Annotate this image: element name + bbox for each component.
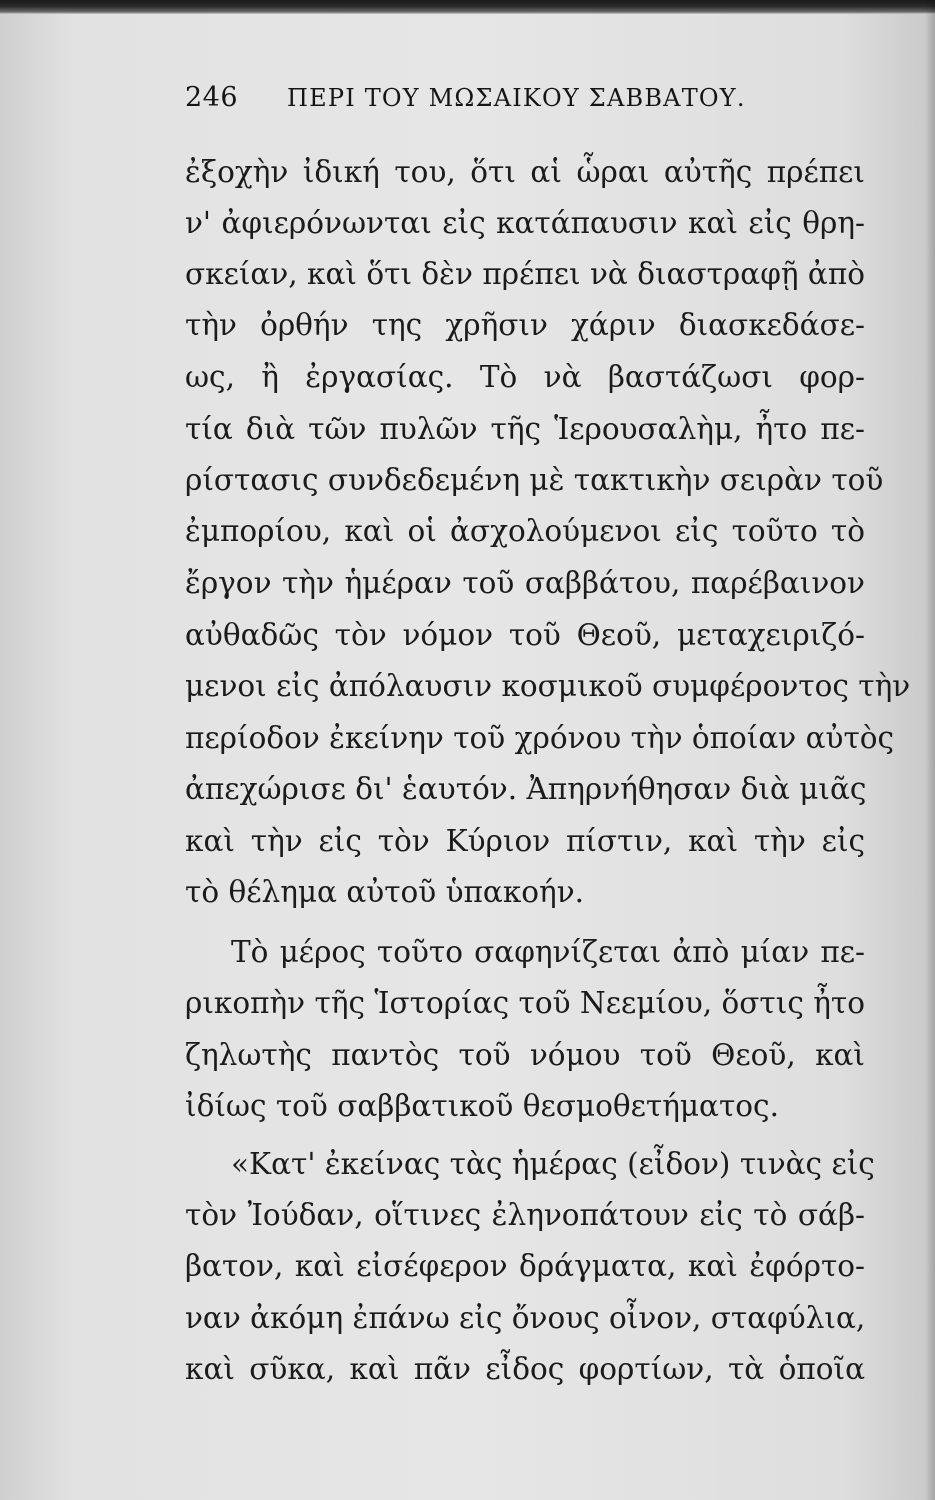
text-line-paragraph-start: «Κατ' ἐκείνας τὰς ἡμέρας (εἶδον) τινὰς εἰς <box>231 1147 875 1181</box>
text-line: μενοι εἰς ἀπόλαυσιν κοσμικοῦ συμφέροντος τὴν <box>185 669 911 703</box>
text-line: σκείαν, καὶ ὅτι δὲν πρέπει νὰ διαστραφῇ ἀπὸ <box>185 257 865 291</box>
page-top-edge-shadow <box>0 0 935 14</box>
text-line: ἀπεχώρισε δι' ἑαυτόν. Ἀπηρνήθησαν διὰ μιᾶς <box>185 772 867 806</box>
text-line: τία διὰ τῶν πυλῶν τῆς Ἱερουσαλὴμ, ἦτο πε- <box>185 412 865 446</box>
page-right-edge-shadow <box>925 0 935 1500</box>
text-line-paragraph-start: Τὸ μέρος τοῦτο σαφηνίζεται ἀπὸ μίαν πε- <box>231 935 865 969</box>
text-line: ἐμπορίου, καὶ οἱ ἀσχολούμενοι εἰς τοῦτο τὸ <box>185 514 865 548</box>
text-line: ζηλωτὴς παντὸς τοῦ νόμου τοῦ Θεοῦ, καὶ <box>185 1038 865 1072</box>
running-title: ΠΕΡΙ ΤΟΥ ΜΩΣΑΙΚΟΥ ΣΑΒΒΑΤΟΥ. <box>287 84 746 112</box>
text-line: βατον, καὶ εἰσέφερον δράγματα, καὶ ἐφόρτο- <box>185 1249 865 1283</box>
text-line-paragraph-end: ἰδίως τοῦ σαββατικοῦ θεσμοθετήματος. <box>185 1089 779 1123</box>
text-line: τὸν Ἰούδαν, οἵτινες ἐληνοπάτουν εἰς τὸ σάβ- <box>185 1198 865 1232</box>
text-line: ναν ἀκόμη ἐπάνω εἰς ὄνους οἶνον, σταφύλια, <box>185 1301 866 1335</box>
text-line: καὶ τὴν εἰς τὸν Κύριον πίστιν, καὶ τὴν εἰς <box>185 824 865 858</box>
text-line: ρίστασις συνδεδεμένη μὲ τακτικὴν σειρὰν τοῦ <box>185 463 884 497</box>
page-header <box>185 82 875 122</box>
text-line: τὴν ὀρθήν της χρῆσιν χάριν διασκεδάσε- <box>185 308 865 342</box>
text-line: περίοδον ἐκείνην τοῦ χρόνου τὴν ὁποίαν αὐτὸς <box>185 721 895 755</box>
text-line-paragraph-end: τὸ θέλημα αὐτοῦ ὑπακοήν. <box>185 875 585 909</box>
page-number: 246 <box>185 82 239 113</box>
text-line: ως, ἢ ἐργασίας. Τὸ νὰ βαστάζωσι φορ- <box>185 360 865 394</box>
text-line: καὶ σῦκα, καὶ πᾶν εἶδος φορτίων, τὰ ὁποῖα <box>185 1352 865 1386</box>
text-line: ἐξοχὴν ἰδική του, ὅτι αἱ ὧραι αὐτῆς πρέπει <box>185 155 865 189</box>
text-line: ἔργον τὴν ἡμέραν τοῦ σαββάτου, παρέβαινον <box>185 566 865 600</box>
text-line: ρικοπὴν τῆς Ἱστορίας τοῦ Νεεμίου, ὅστις ἦτο <box>185 986 865 1020</box>
text-line: ν' ἀφιερόνωνται εἰς κατάπαυσιν καὶ εἰς θρη- <box>185 206 865 240</box>
text-line: αὐθαδῶς τὸν νόμον τοῦ Θεοῦ, μεταχειριζό- <box>185 618 865 652</box>
